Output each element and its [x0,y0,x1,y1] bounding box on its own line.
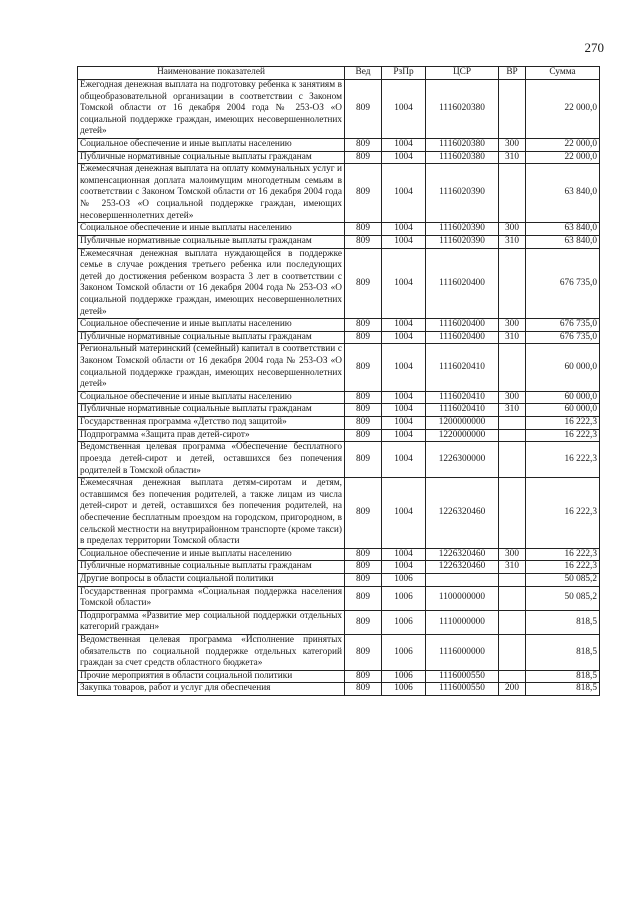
row-vr-cell [499,670,526,683]
table-row [78,670,600,683]
row-sum-cell: 16 222,3 [526,548,600,561]
row-rzpr-cell: 1004 [382,139,426,152]
row-name-cell: Социальное обеспечение и иные выплаты населению [78,223,345,236]
table-row [78,442,600,478]
table-row [78,391,600,404]
table-row [78,610,600,634]
row-ved-cell: 809 [345,683,382,696]
row-csr-cell: 1226320460 [426,478,499,549]
row-csr-cell: 1226320460 [426,548,499,561]
row-ved-cell: 809 [345,429,382,442]
row-csr-cell: 1100000000 [426,586,499,610]
row-csr-cell: 1116020380 [426,139,499,152]
row-rzpr-cell: 1004 [382,151,426,164]
row-rzpr-cell: 1004 [382,429,426,442]
table-row [78,331,600,344]
row-rzpr-cell: 1006 [382,586,426,610]
column-header-sum: Сумма [526,67,600,80]
row-csr-cell: 1200000000 [426,417,499,430]
row-sum-cell: 818,5 [526,610,600,634]
row-ved-cell: 809 [345,573,382,586]
row-sum-cell: 676 735,0 [526,319,600,332]
row-rzpr-cell: 1004 [382,319,426,332]
row-rzpr-cell: 1004 [382,561,426,574]
row-rzpr-cell: 1004 [382,80,426,139]
column-header-rzpr: РзПр [382,67,426,80]
row-name-cell: Другие вопросы в области социальной политики [78,573,345,586]
row-vr-cell [499,248,526,319]
row-csr-cell: 1226300000 [426,442,499,478]
row-vr-cell [499,478,526,549]
row-ved-cell: 809 [345,344,382,391]
row-name-cell: Социальное обеспечение и иные выплаты населению [78,548,345,561]
row-ved-cell: 809 [345,561,382,574]
row-rzpr-cell: 1004 [382,235,426,248]
row-rzpr-cell: 1006 [382,610,426,634]
row-vr-cell [499,164,526,223]
row-csr-cell: 1116020390 [426,164,499,223]
row-name-cell: Государственная программа «Социальная поддержка населения Томской области» [78,586,345,610]
row-rzpr-cell: 1006 [382,635,426,671]
row-vr-cell [499,80,526,139]
row-name-cell: Прочие мероприятия в области социальной политики [78,670,345,683]
table-row [78,417,600,430]
row-sum-cell: 818,5 [526,683,600,696]
row-ved-cell: 809 [345,478,382,549]
row-name-cell: Социальное обеспечение и иные выплаты населению [78,319,345,332]
table-row [78,235,600,248]
row-sum-cell: 22 000,0 [526,151,600,164]
row-vr-cell [499,344,526,391]
row-vr-cell [499,442,526,478]
table-row [78,319,600,332]
row-rzpr-cell: 1004 [382,548,426,561]
row-rzpr-cell: 1004 [382,223,426,236]
table-row [78,139,600,152]
row-name-cell: Публичные нормативные социальные выплаты гражданам [78,151,345,164]
row-rzpr-cell: 1006 [382,670,426,683]
row-csr-cell [426,573,499,586]
row-csr-cell: 1220000000 [426,429,499,442]
row-vr-cell: 300 [499,548,526,561]
row-sum-cell: 22 000,0 [526,139,600,152]
row-name-cell: Региональный материнский (семейный) капитал в соответствии с Законом Томской области от 16 декабря 2004 года № 253-ОЗ «О социальной поддержке граждан, имеющих несовершеннолетних детей» [78,344,345,391]
row-sum-cell: 60 000,0 [526,404,600,417]
row-csr-cell: 1226320460 [426,561,499,574]
row-vr-cell: 300 [499,319,526,332]
table-row [78,223,600,236]
row-name-cell: Публичные нормативные социальные выплаты гражданам [78,404,345,417]
table-row [78,683,600,696]
row-sum-cell: 60 000,0 [526,344,600,391]
row-ved-cell: 809 [345,80,382,139]
row-csr-cell: 1116000550 [426,683,499,696]
row-sum-cell: 63 840,0 [526,235,600,248]
row-name-cell: Публичные нормативные социальные выплаты гражданам [78,561,345,574]
row-csr-cell: 1116020400 [426,248,499,319]
row-ved-cell: 809 [345,417,382,430]
row-csr-cell: 1116020400 [426,319,499,332]
row-csr-cell: 1116000550 [426,670,499,683]
page-number: 270 [584,40,604,55]
row-rzpr-cell: 1006 [382,683,426,696]
row-rzpr-cell: 1004 [382,164,426,223]
budget-table [77,66,600,696]
row-name-cell: Ежемесячная денежная выплата на оплату коммунальных услуг и компенсационная доплата малоимущим многодетным семьям в соответствии с Законом Томской области от 16 декабря 2004 года № 253-ОЗ «О социальной поддержке граждан, имеющих несовершеннолетних детей» [78,164,345,223]
table-row [78,573,600,586]
row-csr-cell: 1116000000 [426,635,499,671]
row-vr-cell: 310 [499,331,526,344]
row-sum-cell: 50 085,2 [526,573,600,586]
row-rzpr-cell: 1004 [382,417,426,430]
row-sum-cell: 818,5 [526,635,600,671]
row-ved-cell: 809 [345,548,382,561]
row-ved-cell: 809 [345,248,382,319]
table-row [78,561,600,574]
row-sum-cell: 50 085,2 [526,586,600,610]
row-vr-cell: 300 [499,139,526,152]
row-vr-cell [499,610,526,634]
row-name-cell: Социальное обеспечение и иные выплаты населению [78,139,345,152]
row-ved-cell: 809 [345,223,382,236]
table-row [78,548,600,561]
row-ved-cell: 809 [345,635,382,671]
row-name-cell: Публичные нормативные социальные выплаты гражданам [78,235,345,248]
row-ved-cell: 809 [345,404,382,417]
column-header-ved: Вед [345,67,382,80]
row-vr-cell: 310 [499,404,526,417]
table-row [78,586,600,610]
row-vr-cell [499,417,526,430]
row-rzpr-cell: 1004 [382,331,426,344]
row-rzpr-cell: 1004 [382,478,426,549]
row-csr-cell: 1116020380 [426,151,499,164]
row-ved-cell: 809 [345,442,382,478]
row-name-cell: Ежемесячная денежная выплата детям-сиротам и детям, оставшимся без попечения родителей, а также лицам из числа детей-сирот и детей, оставшихся без попечения родителей, на обеспечение бесплатным проездом на городском, пригородном, в сельской местности на внутрирайонном транспорте (кроме такси) в пределах территории Томской области [78,478,345,549]
row-ved-cell: 809 [345,319,382,332]
row-csr-cell: 1116020410 [426,404,499,417]
row-vr-cell [499,635,526,671]
row-ved-cell: 809 [345,331,382,344]
row-sum-cell: 60 000,0 [526,391,600,404]
table-row [78,151,600,164]
row-vr-cell: 200 [499,683,526,696]
row-ved-cell: 809 [345,610,382,634]
column-header-csr: ЦСР [426,67,499,80]
row-sum-cell: 16 222,3 [526,478,600,549]
row-name-cell: Государственная программа «Детство под защитой» [78,417,345,430]
row-csr-cell: 1116020410 [426,391,499,404]
row-ved-cell: 809 [345,391,382,404]
table-row [78,80,600,139]
row-name-cell: Ведомственная целевая программа «Обеспечение бесплатного проезда детей-сирот и детей, оставшихся без попечения родителей в Томской области» [78,442,345,478]
row-sum-cell: 16 222,3 [526,561,600,574]
table-row [78,248,600,319]
row-rzpr-cell: 1004 [382,344,426,391]
row-sum-cell: 676 735,0 [526,248,600,319]
row-ved-cell: 809 [345,670,382,683]
column-header-name: Наименование показателей [78,67,345,80]
table-header-row [78,67,600,80]
row-vr-cell [499,586,526,610]
row-vr-cell [499,429,526,442]
row-vr-cell: 300 [499,391,526,404]
table-row [78,344,600,391]
row-name-cell: Ведомственная целевая программа «Исполнение принятых обязательств по социальной поддержке отдельных категорий граждан за счет средств областного бюджета» [78,635,345,671]
row-rzpr-cell: 1004 [382,404,426,417]
row-sum-cell: 63 840,0 [526,164,600,223]
row-sum-cell: 63 840,0 [526,223,600,236]
row-sum-cell: 16 222,3 [526,442,600,478]
row-sum-cell: 16 222,3 [526,429,600,442]
row-vr-cell [499,573,526,586]
row-csr-cell: 1116020400 [426,331,499,344]
row-sum-cell: 676 735,0 [526,331,600,344]
row-name-cell: Закупка товаров, работ и услуг для обеспечения [78,683,345,696]
column-header-vr: ВР [499,67,526,80]
row-name-cell: Ежемесячная денежная выплата нуждающейся в поддержке семье в случае рождения третьего ребенка или последующих детей до достижения ребенком возраста 3 лет в соответствии с Законом Томской области от 16 декабря 2004 года № 253-ОЗ «О социальной поддержке граждан, имеющих несовершеннолетних детей» [78,248,345,319]
row-csr-cell: 1116020390 [426,223,499,236]
row-name-cell: Публичные нормативные социальные выплаты гражданам [78,331,345,344]
table-row [78,404,600,417]
table-row [78,164,600,223]
row-vr-cell: 310 [499,561,526,574]
row-vr-cell: 310 [499,235,526,248]
row-rzpr-cell: 1006 [382,573,426,586]
table-row [78,429,600,442]
row-name-cell: Подпрограмма «Защита прав детей-сирот» [78,429,345,442]
row-ved-cell: 809 [345,235,382,248]
row-rzpr-cell: 1004 [382,248,426,319]
row-ved-cell: 809 [345,164,382,223]
row-rzpr-cell: 1004 [382,391,426,404]
row-name-cell: Подпрограмма «Развитие мер социальной поддержки отдельных категорий граждан» [78,610,345,634]
row-name-cell: Ежегодная денежная выплата на подготовку ребенка к занятиям в общеобразовательной организации в соответствии с Законом Томской области от 16 декабря 2004 года № 253-ОЗ «О социальной поддержке граждан, имеющих несовершеннолетних детей» [78,80,345,139]
row-ved-cell: 809 [345,586,382,610]
row-csr-cell: 1116020410 [426,344,499,391]
table-row [78,478,600,549]
row-vr-cell: 310 [499,151,526,164]
table-row [78,635,600,671]
row-name-cell: Социальное обеспечение и иные выплаты населению [78,391,345,404]
row-sum-cell: 22 000,0 [526,80,600,139]
row-sum-cell: 16 222,3 [526,417,600,430]
row-csr-cell: 1116020390 [426,235,499,248]
row-ved-cell: 809 [345,151,382,164]
row-csr-cell: 1116020380 [426,80,499,139]
row-rzpr-cell: 1004 [382,442,426,478]
row-sum-cell: 818,5 [526,670,600,683]
row-ved-cell: 809 [345,139,382,152]
row-vr-cell: 300 [499,223,526,236]
row-csr-cell: 1110000000 [426,610,499,634]
